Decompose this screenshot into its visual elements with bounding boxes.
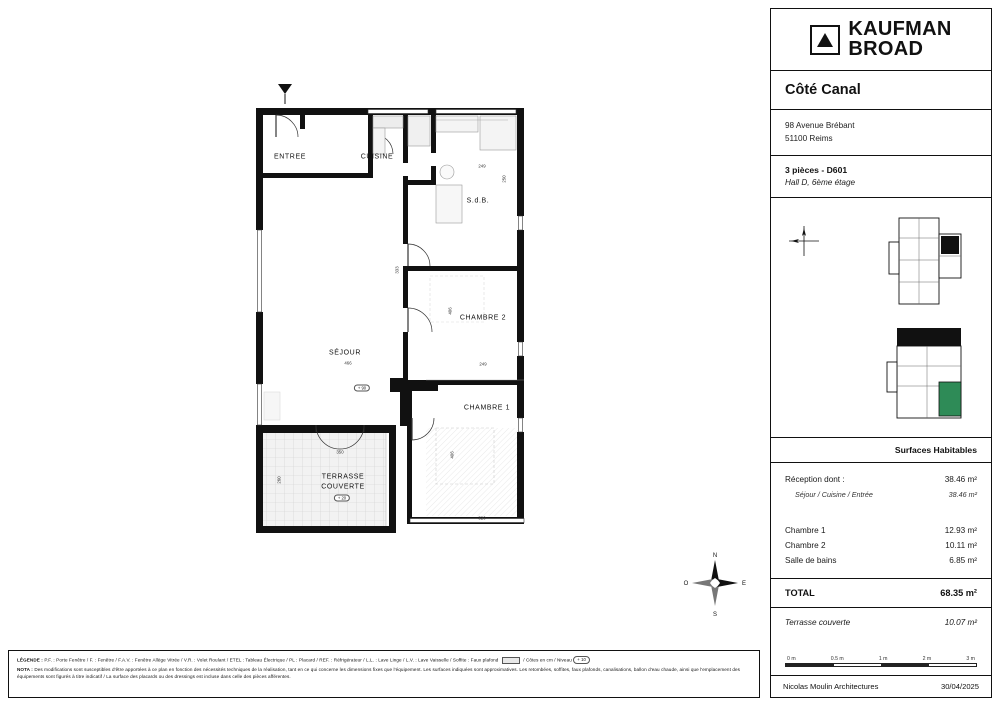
total-value: 68.35 m² (940, 588, 977, 599)
plan-date: 30/04/2025 (940, 682, 979, 691)
key-plan-lower (883, 326, 975, 424)
total-label: TOTAL (785, 588, 815, 599)
surface-value: 10.11 m² (945, 541, 977, 551)
legend-title: LÉGENDE : (17, 657, 43, 663)
surface-label: Chambre 1 (785, 525, 826, 535)
logo-line-1: KAUFMAN (848, 17, 952, 40)
dimension-label: 260 (276, 476, 282, 484)
brand-logo (771, 9, 991, 71)
surface-value: 38.46 m² (948, 489, 977, 499)
dimension-label: 466 (344, 360, 352, 366)
key-plans (771, 198, 991, 438)
legend-items-line (17, 656, 751, 664)
scale-bar-graphic (785, 663, 977, 667)
floor-plan-drawing (240, 80, 570, 540)
svg-text:N: N (712, 553, 718, 559)
svg-text:E: E (741, 581, 747, 587)
info-panel (770, 8, 992, 698)
lot-type-and-ref (785, 165, 977, 175)
dimension-label: 250 (501, 175, 507, 183)
legend-color-swatch (502, 657, 520, 664)
dimension-label: 350 (336, 449, 344, 455)
surfaces-table (771, 463, 991, 579)
nota-text: Des modifications sont susceptibles d'être apportées à ce plan en fonction des nécessités techniques de la réalisation, tant en ce qui concerne les dimensions fixes que l'équipement. Les surfaces indiquées sont approximatives. Les retombées, soffites, faux plafonds, canalisations, ballon d'eau chaude, ainsi que l'emplacement des équipements sont figurés à titre indicatif / La surface des placards ou des dressings est incluse dans celle des pièces afférentes. (17, 667, 741, 679)
surface-label: Séjour / Cuisine / Entrée (795, 489, 873, 499)
scale-ticks (785, 656, 977, 662)
surface-value: 12.93 m² (944, 525, 977, 535)
floor-plan (240, 80, 570, 540)
room-label: ENTREE (274, 153, 306, 161)
key-plan-upper (883, 212, 975, 310)
surface-label: Réception dont : (785, 475, 845, 485)
lot-location: Hall D, 6ème étage (785, 178, 856, 188)
lot-ref: D601 (826, 165, 848, 176)
surface-row (785, 553, 977, 568)
scale-tick: 2 m (922, 656, 932, 662)
dimension-label: 320 (478, 515, 486, 521)
legend-box (8, 650, 760, 698)
svg-text:S: S (712, 612, 718, 618)
lot-type: 3 pièces (785, 165, 819, 176)
scale-bar (771, 656, 991, 667)
total-row (771, 579, 991, 608)
scale-tick: 0 m (787, 656, 796, 662)
surface-row (785, 488, 977, 501)
lot-info (771, 156, 991, 198)
lot-separator: - (821, 165, 825, 176)
room-label: COUVERTE (321, 483, 365, 491)
room-label: CUISINE (360, 153, 394, 161)
credit-bar (771, 675, 991, 697)
surface-value: 6.85 m² (949, 556, 977, 566)
terrace-label: Terrasse couverte (785, 618, 851, 628)
nota-title: NOTA : (17, 667, 33, 673)
terrace-value: 10.07 m² (944, 618, 977, 628)
terrace-row (771, 608, 991, 637)
dimension-label: 406 (449, 451, 455, 459)
svg-text:O: O (683, 581, 689, 587)
compass-rose (680, 548, 750, 618)
scale-tick: 0.5 m (830, 656, 844, 662)
surface-row (785, 523, 977, 538)
room-label: CHAMBRE 1 (463, 404, 511, 412)
address-line-1: 98 Avenue Brébant (785, 121, 855, 130)
dimension-label: 249 (479, 361, 487, 367)
surface-row (785, 538, 977, 553)
logo-line-2: BROAD (848, 37, 924, 60)
surface-label: Chambre 2 (785, 541, 826, 551)
program-name: Côté Canal (771, 71, 991, 110)
surface-label: Salle de bains (785, 556, 837, 566)
room-label: TERRASSE (321, 473, 365, 481)
scale-tick: 3 m (966, 656, 975, 662)
surface-row (785, 472, 977, 487)
level-marker: + 90 (354, 385, 370, 392)
nota-line (17, 667, 751, 680)
legend-units: / Côtes en cm / Niveau (523, 657, 572, 663)
dimension-label: 406 (447, 307, 453, 315)
program-address (771, 110, 991, 156)
room-label: SÉJOUR (329, 349, 361, 357)
room-label: S.d.B. (466, 197, 490, 205)
architect-name: Nicolas Moulin Architectures (783, 682, 879, 691)
legend-level-pill: + 10 (573, 656, 590, 664)
dimension-label: 333 (394, 266, 400, 274)
address-line-2: 51100 Reims (785, 133, 833, 143)
level-marker: + 20 (334, 495, 350, 502)
room-label: CHAMBRE 2 (459, 314, 507, 322)
surfaces-heading: Surfaces Habitables (771, 438, 991, 463)
scale-tick: 1 m (878, 656, 888, 662)
key-plan-compass-icon (787, 224, 821, 258)
dimension-label: 249 (478, 163, 486, 169)
triangle-logo-icon (810, 25, 840, 55)
legend-items: P.F. : Porte Fenêtre / F. : Fenêtre / F.A.V. : Fenêtre Allège Vitrée / V.R. : Volet Roulant / ETEL : Tableau Électrique / PL : Placard / REF. : Réfrigérateur / L.L. : Lave Linge / L.V. : Lave Vaisselle / Soffite : Faux plafond (44, 657, 499, 663)
surface-value: 38.46 m² (944, 475, 977, 485)
